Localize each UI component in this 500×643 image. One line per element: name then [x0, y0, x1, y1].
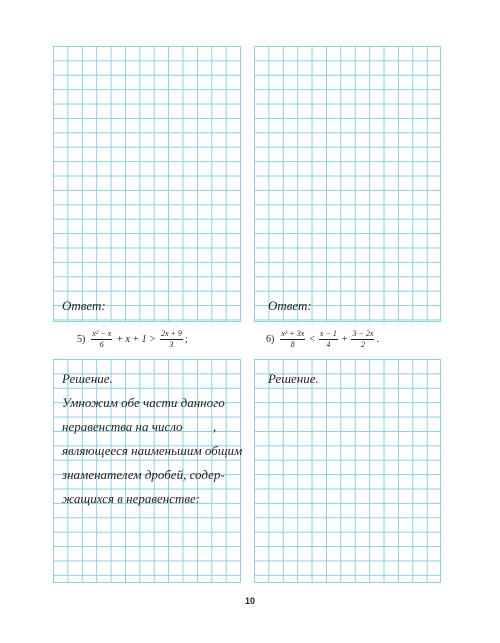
task-6-number: 6) — [266, 333, 275, 345]
fraction-1-numerator: x² + 3x — [281, 328, 305, 338]
fraction-1-numerator: x² − x — [92, 328, 112, 338]
fraction-2-denominator: 4 — [326, 339, 331, 349]
task-5-middle: + x + 1 > — [116, 333, 156, 345]
task-6-relation: < — [309, 333, 315, 345]
fraction-3-denominator: 2 — [360, 339, 365, 349]
task-6-end: . — [376, 333, 379, 345]
solution-line-5: жащихся в неравенстве: — [62, 491, 201, 506]
fraction-2-denominator: 3 — [169, 339, 174, 349]
task-5-end: ; — [184, 333, 188, 345]
page-number: 10 — [244, 596, 255, 606]
fraction-1-denominator: 6 — [99, 339, 104, 349]
fraction-1 — [280, 329, 305, 350]
answer-label-left: Ответ: — [62, 298, 106, 313]
fraction-3 — [351, 329, 374, 350]
blank-comma: , — [213, 419, 217, 434]
fraction-2-numerator: 2x + 9 — [160, 328, 182, 338]
task-5-number: 5) — [77, 333, 86, 345]
fraction-1-denominator: 8 — [290, 339, 295, 349]
answer-label-right: Ответ: — [268, 298, 312, 313]
grid-panel-task6 — [254, 359, 441, 583]
fraction-1 — [91, 329, 112, 350]
solution-line-3: являющееся наименьшим общим — [62, 443, 243, 458]
grid-panel-task4-left — [53, 46, 241, 322]
solution-label-right: Решение. — [268, 371, 319, 386]
solution-line-4: знаменателем дробей, содер- — [62, 467, 225, 482]
solution-line-1: Умножим обе части данного — [62, 395, 225, 410]
fraction-2 — [319, 329, 338, 350]
task-6-plus: + — [341, 333, 348, 345]
fraction-3-numerator: 3 − 2x — [352, 328, 374, 338]
task-5-inequality — [77, 327, 188, 351]
grid-panel-task4-right — [254, 46, 441, 322]
solution-line-2: неравенства на число — [62, 419, 183, 434]
solution-label-left: Решение. — [62, 371, 113, 386]
fraction-2-numerator: x − 1 — [319, 328, 337, 338]
fraction-2 — [160, 329, 183, 350]
task-6-inequality — [266, 327, 379, 351]
